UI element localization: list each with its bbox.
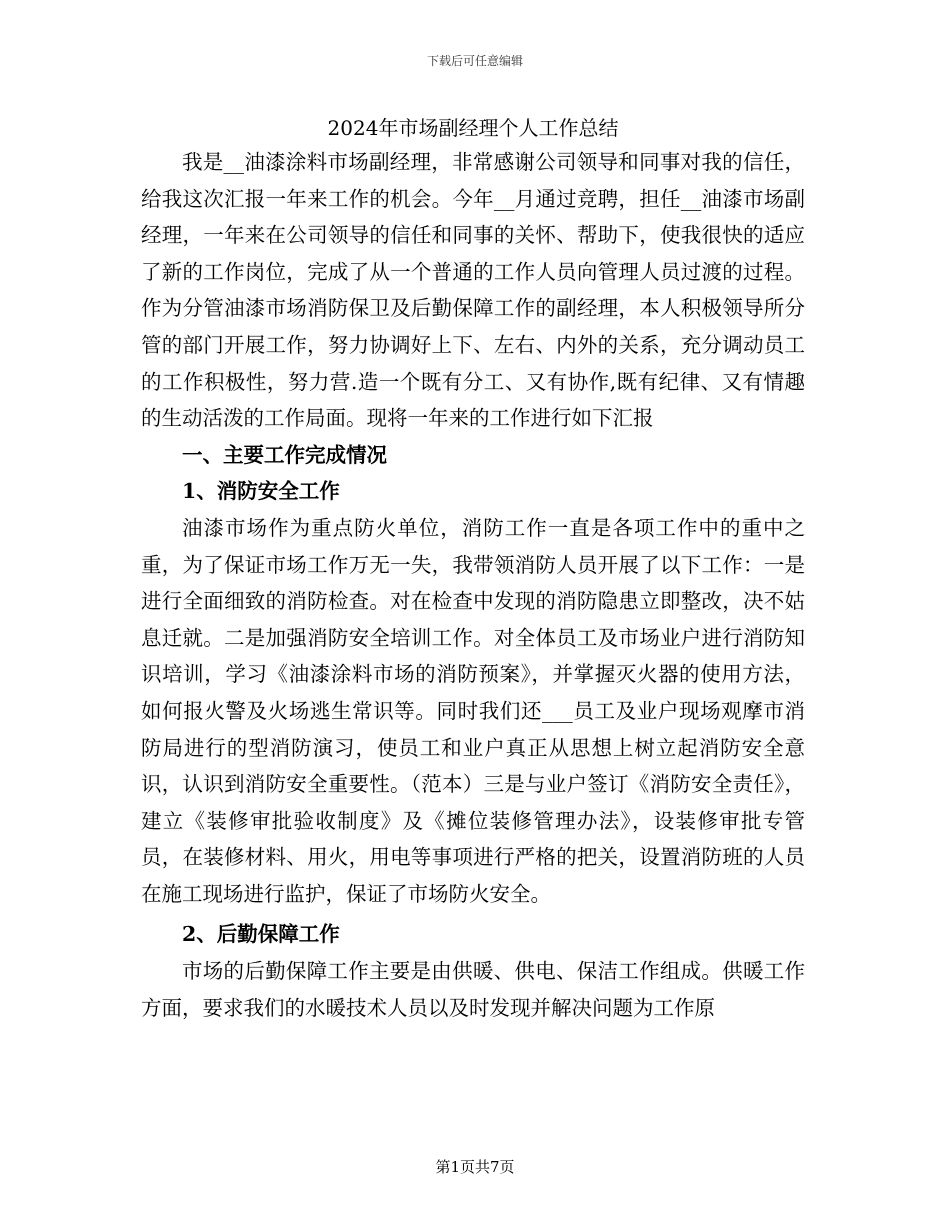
subheading-fire-safety: 1、消防安全工作	[182, 479, 340, 504]
page-number-footer: 第1页共7页	[435, 1158, 515, 1176]
intro-paragraph: 我是__油漆涂料市场副经理，非常感谢公司领导和同事对我的信任，给我这次汇报一年来工作的机会。今年__月通过竞聘，担任__油漆市场副经理，一年来在公司领导的信任和同事的关怀、帮助下，使我很快的适应了新的工作岗位，完成了从一个普通的工作人员向管理人员过渡的过程。作为分管油漆市场消防保卫及后勤保障工作的副经理，本人积极领导所分管的部门开展工作，努力协调好上下、左右、内外的关系，充分调动员工的工作积极性，努力营.造一个既有分工、又有协作,既有纪律、又有情趣的生动活泼的工作局面。现将一年来的工作进行如下汇报	[141, 150, 805, 431]
document-title: 2024年市场副经理个人工作总结	[327, 116, 619, 140]
fire-safety-paragraph: 油漆市场作为重点防火单位，消防工作一直是各项工作中的重中之重，为了保证市场工作万无一失，我带领消防人员开展了以下工作：一是进行全面细致的消防检查。对在检查中发现的消防隐患立即整改，决不姑息迁就。二是加强消防安全培训工作。对全体员工及市场业户进行消防知识培训，学习《油漆涂料市场的消防预案》，并掌握灭火器的使用方法，如何报火警及火场逃生常识等。同时我们还___员工及业户现场观摩市消防局进行的型消防演习，使员工和业户真正从思想上树立起消防安全意识，认识到消防安全重要性。（范本）三是与业户签订《消防安全责任》，建立《装修审批验收制度》及《摊位装修管理办法》，设装修审批专管员，在装修材料、用火，用电等事项进行严格的把关，设置消防班的人员在施工现场进行监护，保证了市场防火安全。	[141, 515, 805, 906]
subheading-logistics: 2、后勤保障工作	[182, 922, 340, 947]
section-heading-main-work: 一、主要工作完成情况	[182, 442, 387, 467]
document-body	[141, 112, 805, 1026]
logistics-paragraph: 市场的后勤保障工作主要是由供暖、供电、保洁工作组成。供暖工作方面，要求我们的水暖技术人员以及时发现并解决问题为工作原	[141, 959, 805, 1020]
header-note: 下载后可任意编辑	[426, 54, 523, 68]
